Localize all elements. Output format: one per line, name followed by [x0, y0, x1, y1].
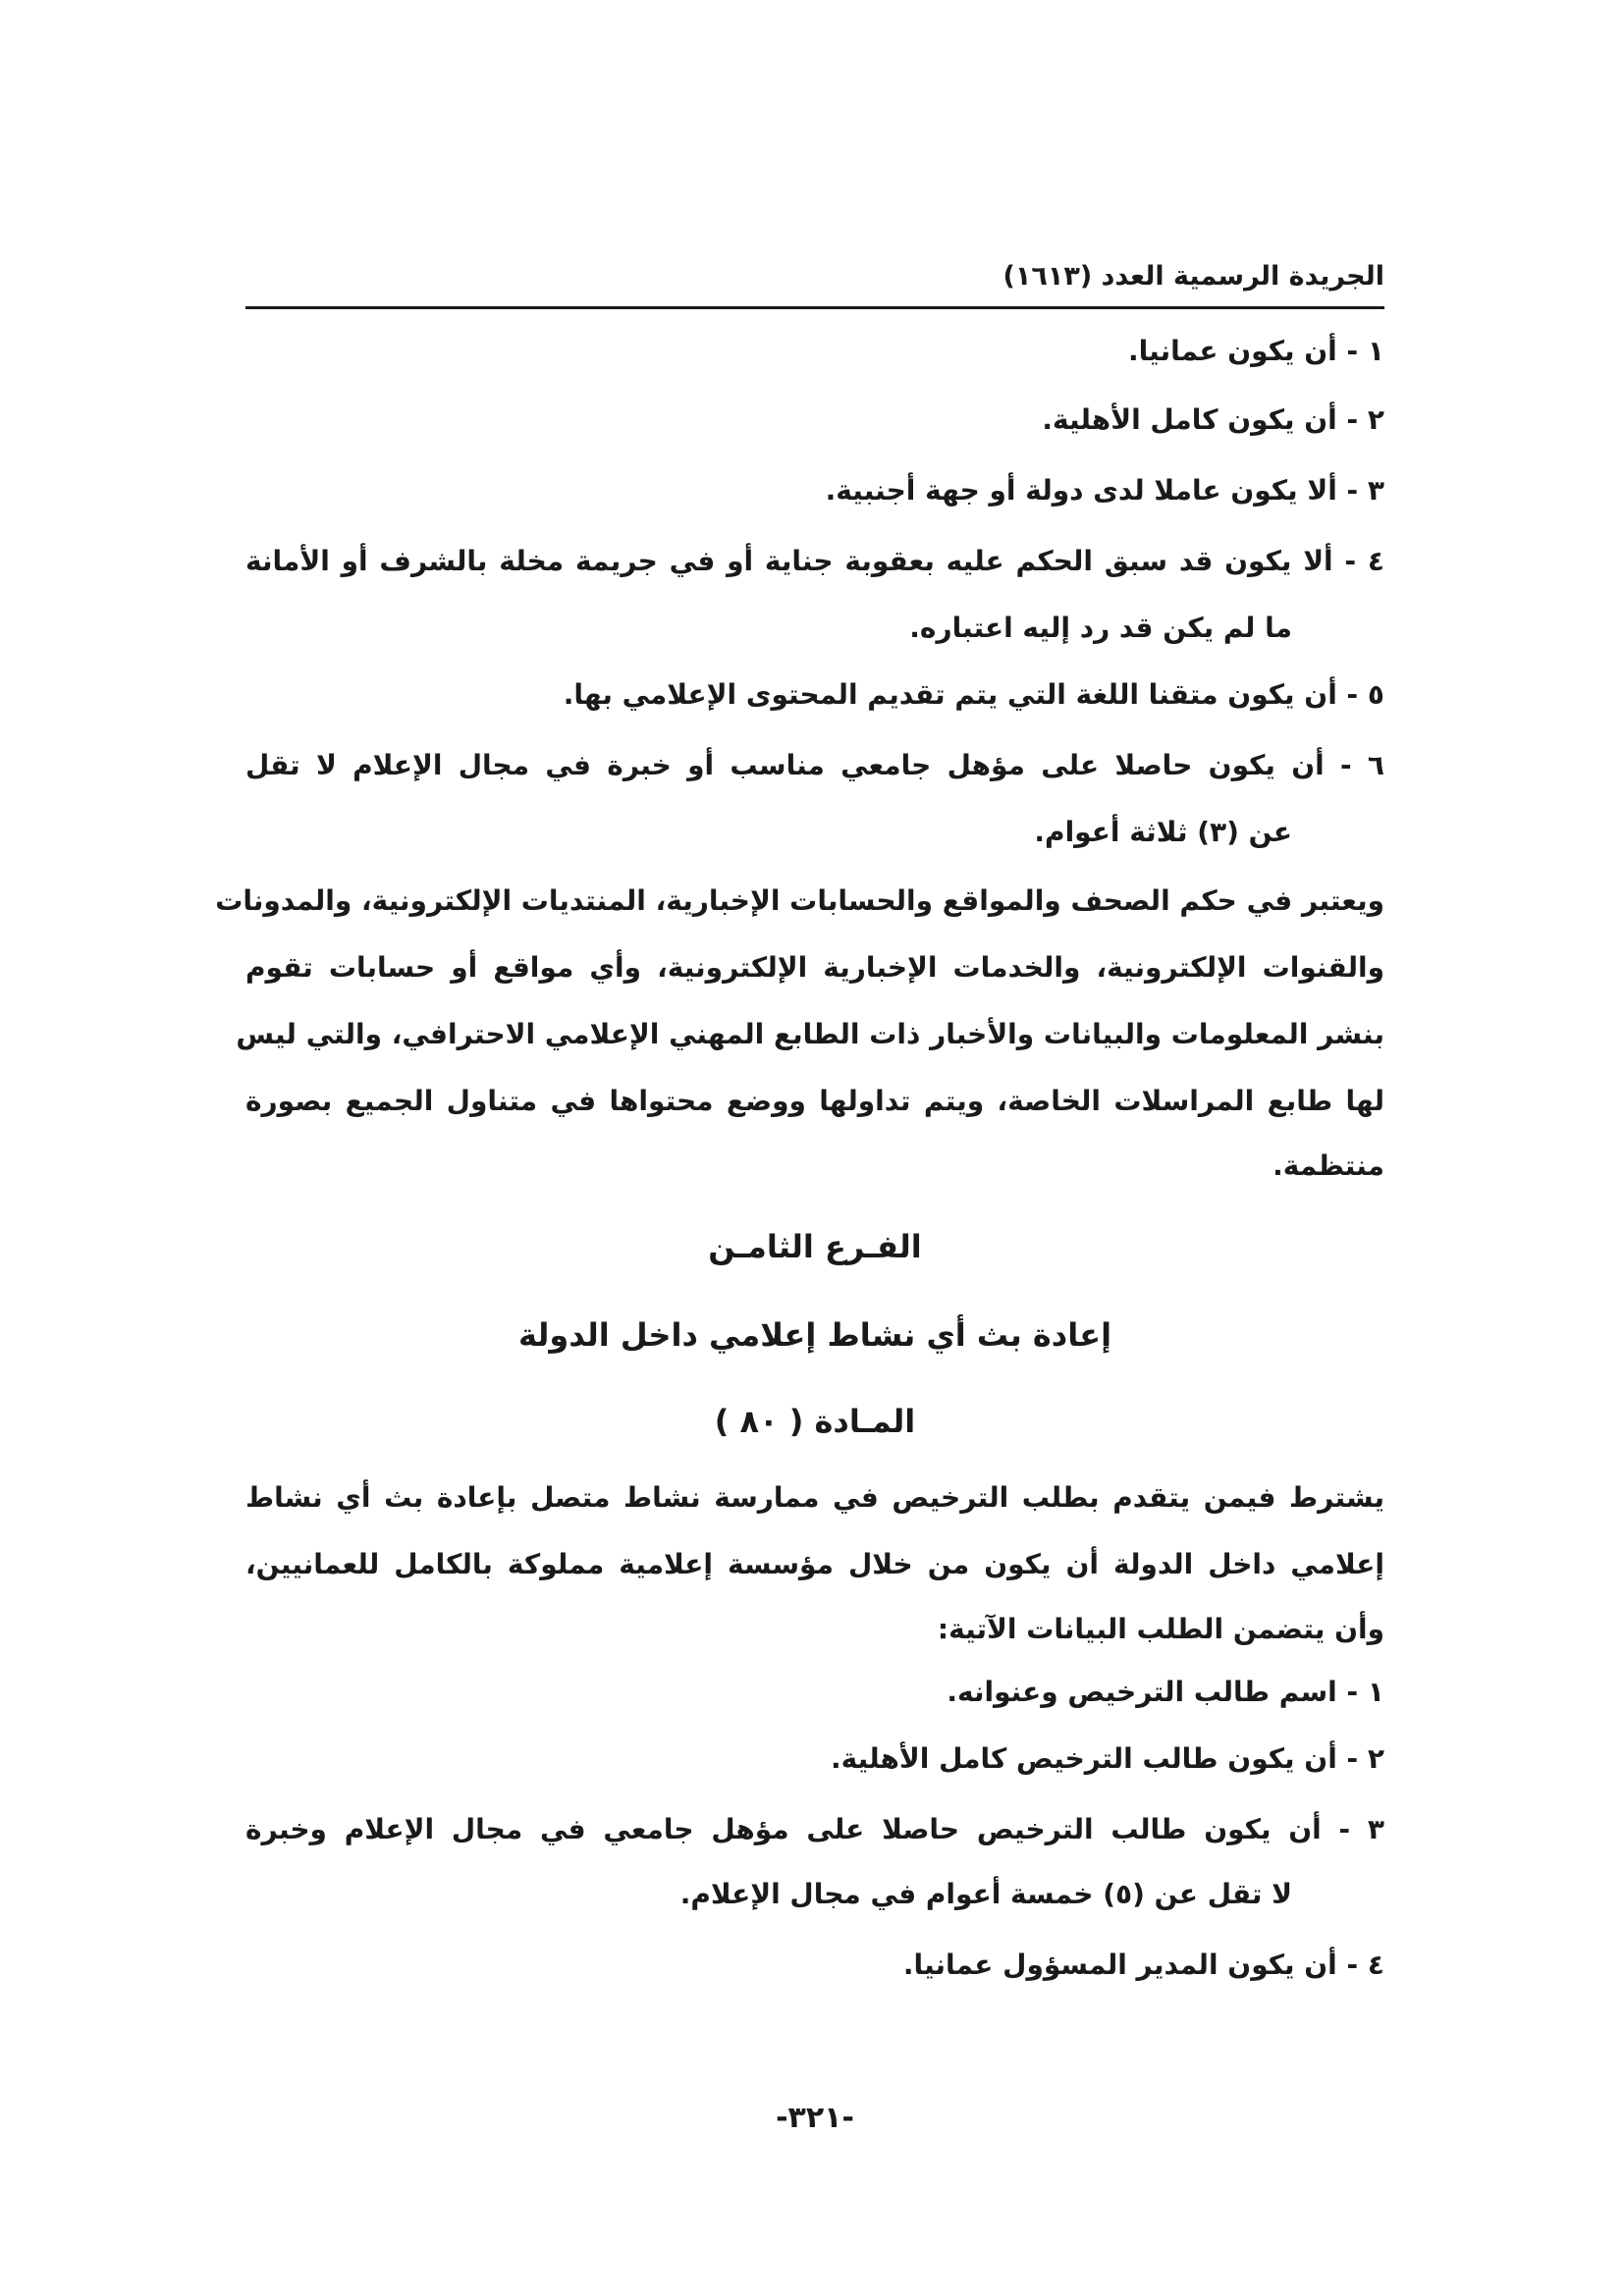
- list-item: ٤ - ألا يكون قد سبق الحكم عليه بعقوبة جناية أو في جريمة مخلة بالشرف أو الأمانة: [245, 545, 1384, 577]
- paragraph-line: ويعتبر في حكم الصحف والمواقع والحسابات الإخبارية، المنتديات الإلكترونية، والمدونات: [215, 884, 1384, 917]
- list-item: ٥ - أن يكون متقنا اللغة التي يتم تقديم المحتوى الإعلامي بها.: [563, 678, 1384, 711]
- list-item: ٣ - ألا يكون عاملا لدى دولة أو جهة أجنبية.: [825, 474, 1384, 507]
- list-item: ٤ - أن يكون المدير المسؤول عمانيا.: [902, 1949, 1384, 1981]
- paragraph-line: لها طابع المراسلات الخاصة، ويتم تداولها ووضع محتواها في متناول الجميع بصورة: [245, 1085, 1384, 1117]
- paragraph-line: وأن يتضمن الطلب البيانات الآتية:: [937, 1613, 1384, 1645]
- paragraph-line: بنشر المعلومات والبيانات والأخبار ذات الطابع المهني الإعلامي الاحترافي، والتي ليس: [236, 1018, 1384, 1050]
- list-item-continuation: عن (٣) ثلاثة أعوام.: [1034, 816, 1292, 848]
- list-item: ١ - أن يكون عمانيا.: [1128, 335, 1384, 367]
- section-title: إعادة بث أي نشاط إعلامي داخل الدولة: [517, 1316, 1112, 1354]
- article-heading: المـادة ( ٨٠ ): [714, 1403, 916, 1440]
- paragraph-line: منتظمة.: [1272, 1149, 1384, 1182]
- document-page: [215, 0, 1384, 2296]
- list-item: ٦ - أن يكون حاصلا على مؤهل جامعي مناسب أو خبرة في مجال الإعلام لا تقل: [245, 749, 1384, 781]
- list-item-continuation: لا تقل عن (٥) خمسة أعوام في مجال الإعلام.: [679, 1878, 1292, 1910]
- paragraph-line: والقنوات الإلكترونية، والخدمات الإخبارية الإلكترونية، وأي مواقع أو حسابات تقوم: [245, 951, 1384, 984]
- page-header: [245, 257, 1384, 309]
- list-item: ٢ - أن يكون طالب الترخيص كامل الأهلية.: [831, 1742, 1384, 1775]
- list-item-continuation: ما لم يكن قد رد إليه اعتباره.: [909, 612, 1292, 644]
- list-item: ١ - اسم طالب الترخيص وعنوانه.: [947, 1676, 1384, 1708]
- paragraph-line: يشترط فيمن يتقدم بطلب الترخيص في ممارسة نشاط متصل بإعادة بث أي نشاط: [245, 1481, 1384, 1514]
- gazette-title: الجريدة الرسمية العدد (١٦١٣): [1002, 261, 1384, 292]
- branch-heading: الفـرع الثامـن: [708, 1228, 922, 1265]
- list-item: ٢ - أن يكون كامل الأهلية.: [1042, 403, 1384, 436]
- paragraph-line: إعلامي داخل الدولة أن يكون من خلال مؤسسة إعلامية مملوكة بالكامل للعمانيين،: [245, 1548, 1384, 1580]
- page-number: -٣٢١-: [776, 2101, 854, 2135]
- list-item: ٣ - أن يكون طالب الترخيص حاصلا على مؤهل جامعي في مجال الإعلام وخبرة: [245, 1813, 1384, 1845]
